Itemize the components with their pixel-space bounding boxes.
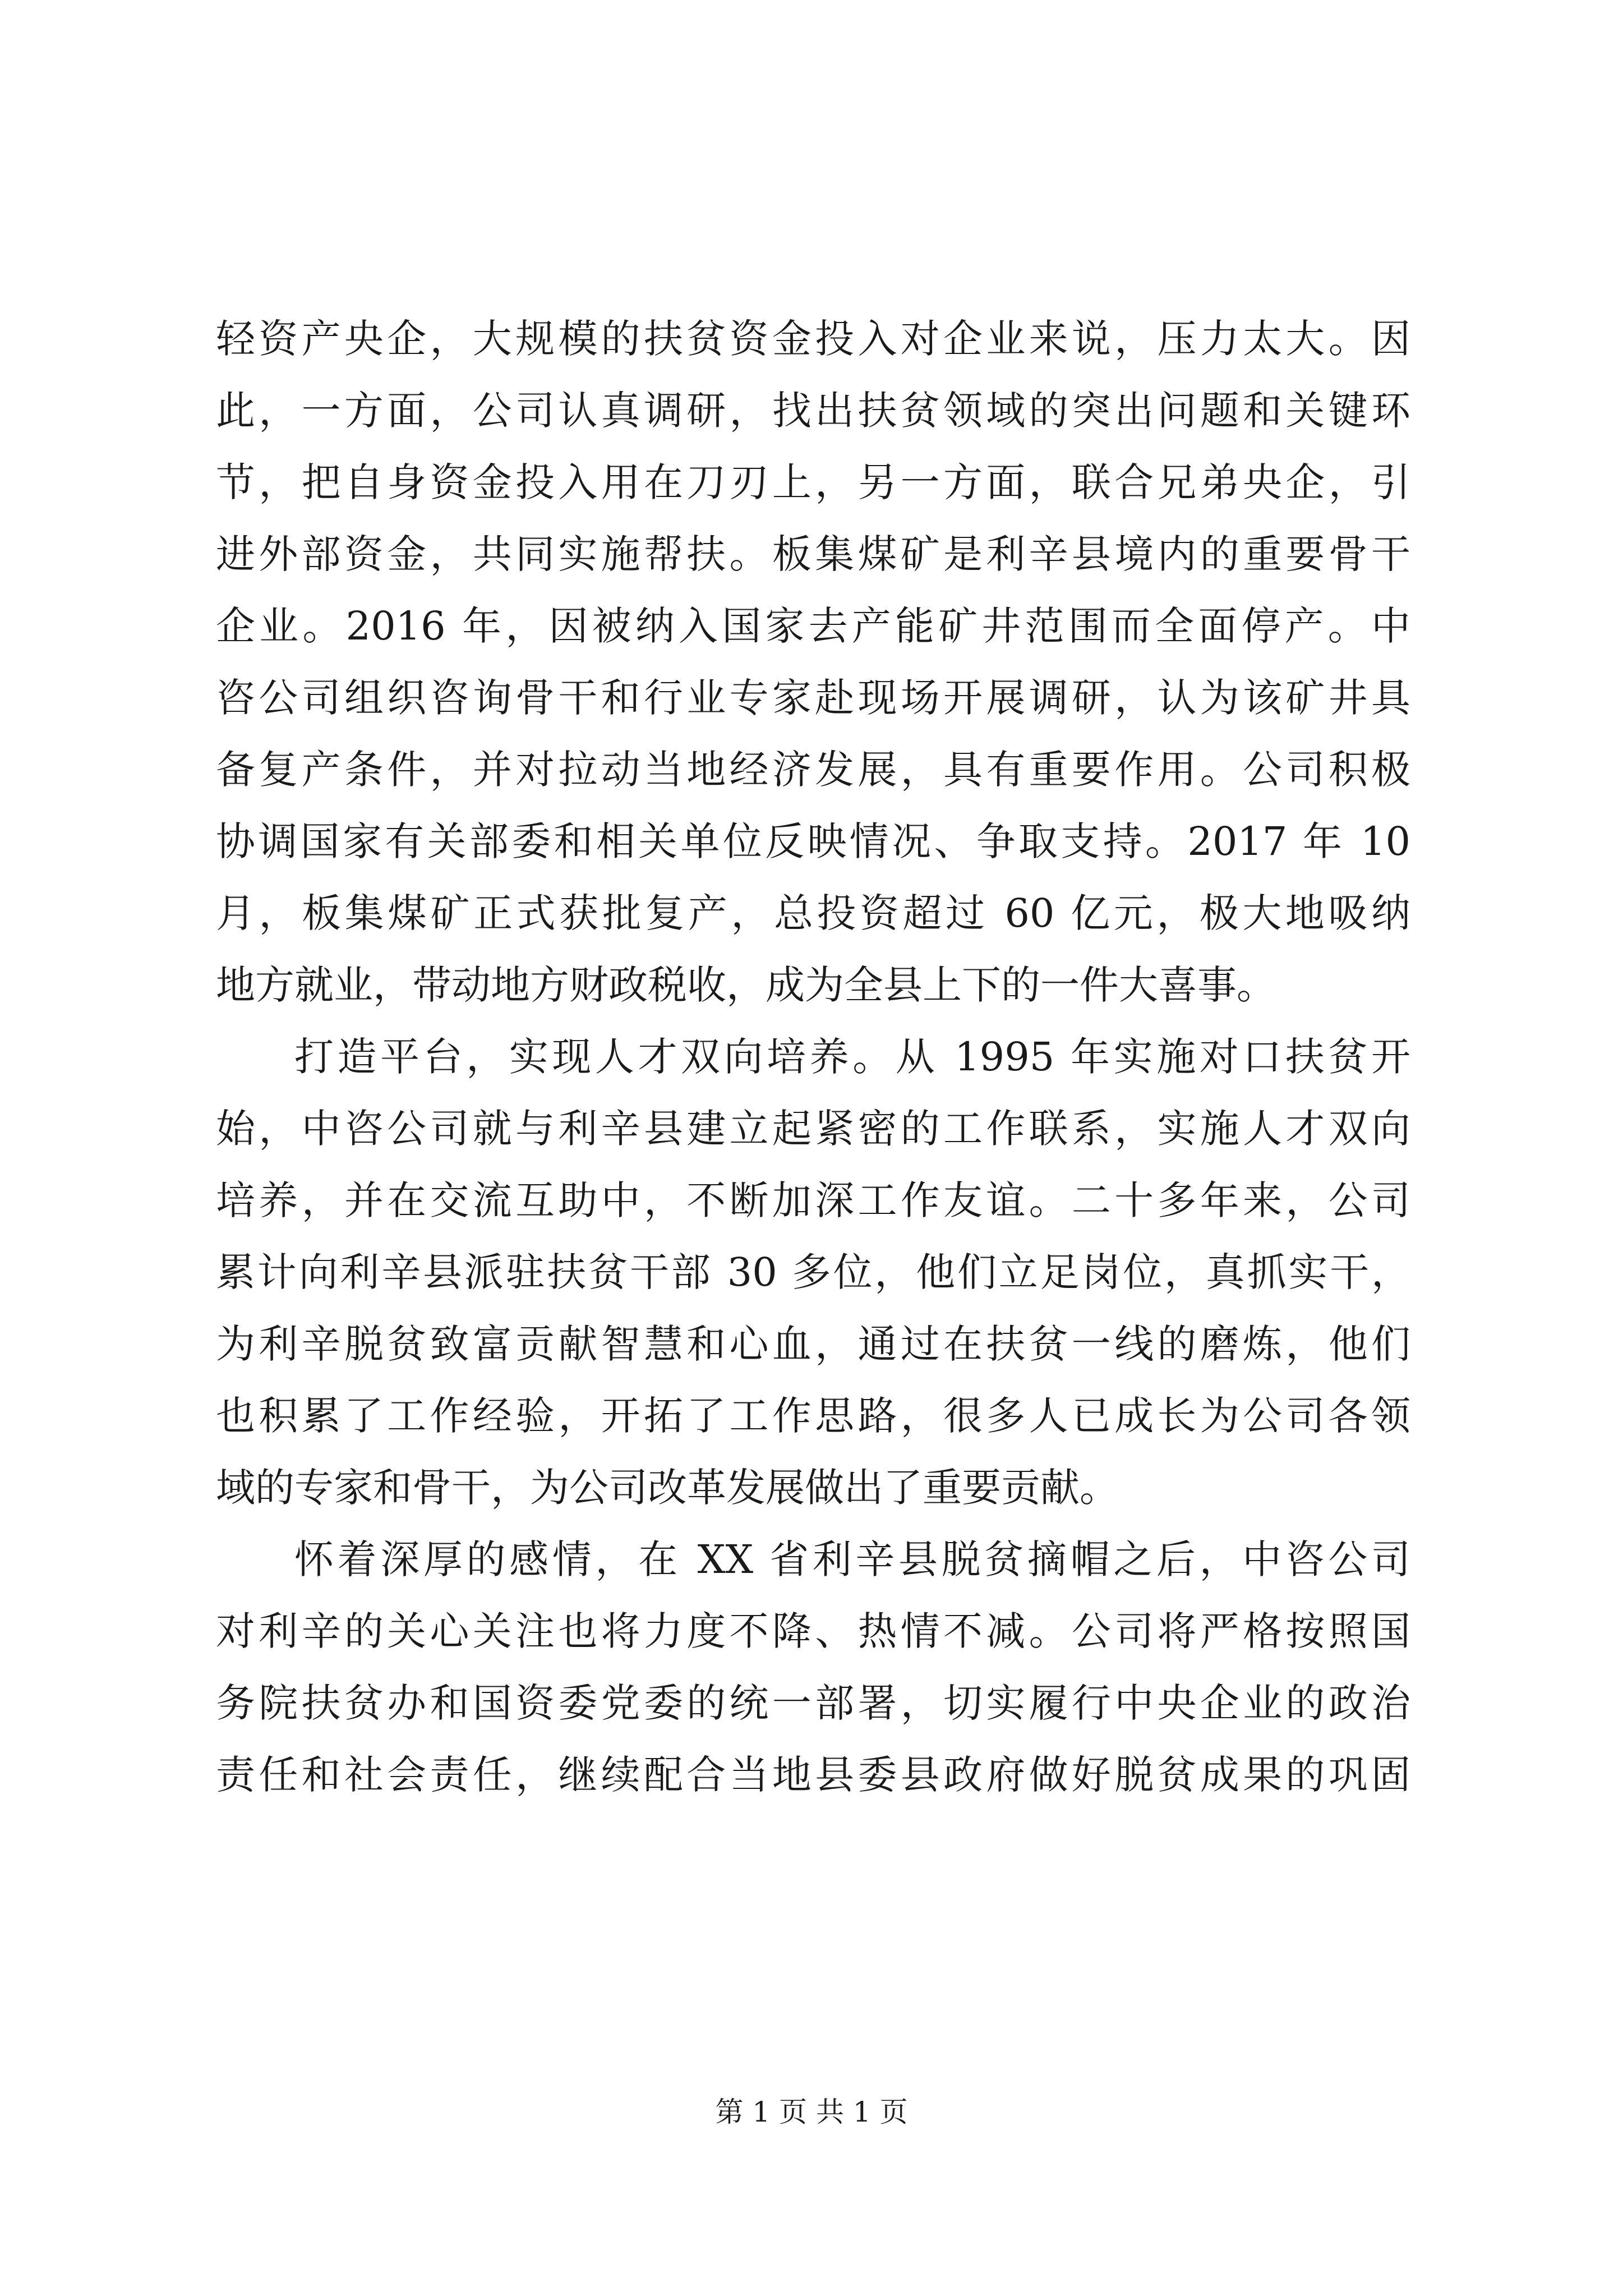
paragraph-1	[216, 303, 1410, 1021]
text-line: 此，一方面，公司认真调研，找出扶贫领域的突出问题和关键环	[216, 388, 1410, 434]
text-line: 域的专家和骨干，为公司改革发展做出了重要贡献。	[216, 1465, 1119, 1511]
text-line: 咨公司组织咨询骨干和行业专家赴现场开展调研，认为该矿井具	[216, 675, 1410, 721]
text-line: 月，板集煤矿正式获批复产，总投资超过 60 亿元，极大地吸纳	[216, 890, 1410, 936]
text-line: 为利辛脱贫致富贡献智慧和心血，通过在扶贫一线的磨炼，他们	[216, 1321, 1410, 1367]
text-line: 怀着深厚的感情，在 XX 省利辛县脱贫摘帽之后，中咨公司	[294, 1536, 1410, 1582]
text-line: 对利辛的关心关注也将力度不降、热情不减。公司将严格按照国	[216, 1608, 1410, 1654]
paragraph-3	[216, 1524, 1410, 1811]
text-line: 累计向利辛县派驻扶贫干部 30 多位，他们立足岗位，真抓实干，	[216, 1249, 1410, 1295]
text-line: 打造平台，实现人才双向培养。从 1995 年实施对口扶贫开	[294, 1034, 1410, 1080]
text-line: 轻资产央企，大规模的扶贫资金投入对企业来说，压力太大。因	[216, 316, 1410, 362]
text-line: 地方就业，带动地方财政税收，成为全县上下的一件大喜事。	[216, 962, 1276, 1008]
document-body	[216, 303, 1410, 1811]
text-line: 节，把自身资金投入用在刀刃上，另一方面，联合兄弟央企，引	[216, 459, 1410, 505]
paragraph-2	[216, 1021, 1410, 1524]
text-line: 企业。2016 年，因被纳入国家去产能矿井范围而全面停产。中	[216, 603, 1410, 649]
text-line: 也积累了工作经验，开拓了工作思路，很多人已成长为公司各领	[216, 1393, 1410, 1439]
text-line: 备复产条件，并对拉动当地经济发展，具有重要作用。公司积极	[216, 747, 1410, 793]
text-line: 进外部资金，共同实施帮扶。板集煤矿是利辛县境内的重要骨干	[216, 531, 1410, 577]
text-line: 协调国家有关部委和相关单位反映情况、争取支持。2017 年 10	[216, 818, 1410, 864]
page-footer: 第 1 页 共 1 页	[715, 2096, 908, 2128]
text-line: 务院扶贫办和国资委党委的统一部署，切实履行中央企业的政治	[216, 1680, 1410, 1726]
text-line: 始，中咨公司就与利辛县建立起紧密的工作联系，实施人才双向	[216, 1106, 1410, 1152]
text-line: 培养，并在交流互助中，不断加深工作友谊。二十多年来，公司	[216, 1177, 1410, 1223]
text-line: 责任和社会责任，继续配合当地县委县政府做好脱贫成果的巩固	[216, 1752, 1410, 1798]
